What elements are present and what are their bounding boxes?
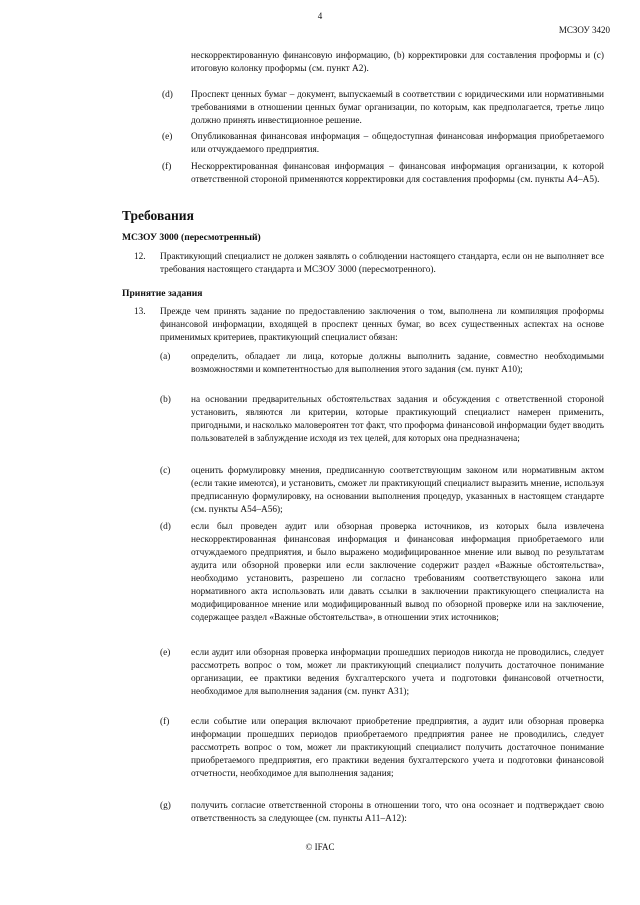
definition-label-e: (e) [162, 132, 173, 142]
paragraph-13-number: 13. [134, 307, 146, 317]
definition-f: Нескорректированная финансовая информация – финансовая информация организации, к которой ответственной стороной применяются корректировки для составления проформы (см. пункты A4–A5). [191, 162, 604, 185]
definition-label-d: (d) [162, 90, 173, 100]
item-e: если аудит или обзорная проверка информации прошедших периодов никогда не проводились, следует рассмотреть вопрос о том, может ли практикующий специалист получить достаточное понимание организации, ее практики ведения бухгалтерского учета и подготовки финансовой отчетности, необходимое для выполнения задания (см. пункт A31); [191, 648, 604, 697]
item-label-d: (d) [160, 522, 171, 532]
item-d: если был проведен аудит или обзорная проверка источников, из которых была извлечена нескорректированная финансовая информация и финансовая информация приобретаемого или отчуждаемого предприятия, и было выражено модифицированное мнение или вывод по результатам аудита или обзорной проверки или если заключение содержит раздел «Важные обстоятельства», необходимо установить, разрешено ли согласно требованиям соответствующего закона или нормативного акта использовать или давать ссылки в заключении практикующего специалиста на модифицированное мнение или модифицированный вывод по обзорной проверке или на заключение, содержащее раздел «Важные обстоятельства», в отношении этих источников; [191, 522, 604, 623]
intro-continuation: нескорректированную финансовую информацию, (b) корректировки для составления проформы и (c) итоговую колонку проформы (см. пункт A2). [191, 51, 604, 74]
paragraph-12: Практикующий специалист не должен заявлять о соблюдении настоящего стандарта, если он не выполняет все требования настоящего стандарта и МСЗОУ 3000 (пересмотренного). [160, 252, 604, 275]
item-label-c: (c) [160, 466, 171, 476]
item-g: получить согласие ответственной стороны в отношении того, что она осознает и подтверждает свою ответственность за следующее (см. пункты A11–A12): [191, 801, 604, 824]
definition-d: Проспект ценных бумаг – документ, выпускаемый в соответствии с юридическими или нормативными требованиями в отношении ценных бумаг организации, по которым, как предполагается, третье лицо должно принять инвестиционное решение. [191, 90, 604, 126]
item-f: если событие или операция включают приобретение предприятия, а аудит или обзорная проверка информации прошедших периодов приобретаемого предприятия ранее не проводились, следует рассмотреть вопрос о том, может ли практикующий специалист получить достаточное понимание приобретаемого предприятия, его практики ведения бухгалтерского учета и подготовки финансовой отчетности, необходимое для выполнения задания; [191, 717, 604, 779]
subsection-acceptance: Принятие задания [122, 288, 203, 299]
item-b: на основании предварительных обстоятельствах задания и обсуждения с ответственной стороной установить, являются ли критерии, которые практикующий специалист намерен применить, пригодными, и насколько маловероятен тот факт, что проформа финансовой информации будет вводить пользователей в заблуждение исходя из тех целей, для которых она предназначена; [191, 395, 604, 444]
paragraph-12-number: 12. [134, 252, 146, 262]
definition-e: Опубликованная финансовая информация – общедоступная финансовая информация приобретаемого или отчуждаемого предприятия. [191, 132, 604, 155]
page-number: 4 [317, 11, 323, 21]
item-c: оценить формулировку мнения, предписанную соответствующим законом или нормативным актом (если такие имеются), и установить, сможет ли практикующий специалист выразить мнение, используя предписанную формулировку, на основании выполнения процедур, указанных в настоящем стандарте (см. пункты A54–A56); [191, 466, 604, 515]
subsection-isae-3000: МСЗОУ 3000 (пересмотренный) [122, 232, 261, 243]
item-label-a: (a) [160, 352, 171, 362]
footer-copyright: © IFAC [305, 842, 335, 852]
item-label-e: (e) [160, 648, 171, 658]
item-label-b: (b) [160, 395, 171, 405]
section-title: Требования [122, 208, 194, 223]
item-label-f: (f) [160, 717, 170, 727]
definition-label-f: (f) [162, 162, 172, 172]
document-code: МСЗОУ 3420 [558, 25, 610, 35]
paragraph-13: Прежде чем принять задание по предоставлению заключения о том, выполнена ли компиляция проформы финансовой информации, входящей в проспект ценных бумаг, во всех существенных аспектах на основе применимых критериев, практикующий специалист обязан: [160, 307, 604, 343]
item-a: определить, обладает ли лица, которые должны выполнить задание, совместно необходимыми возможностями и компетентностью для выполнения этого задания (см. пункт A10); [191, 352, 604, 375]
item-label-g: (g) [160, 801, 171, 811]
